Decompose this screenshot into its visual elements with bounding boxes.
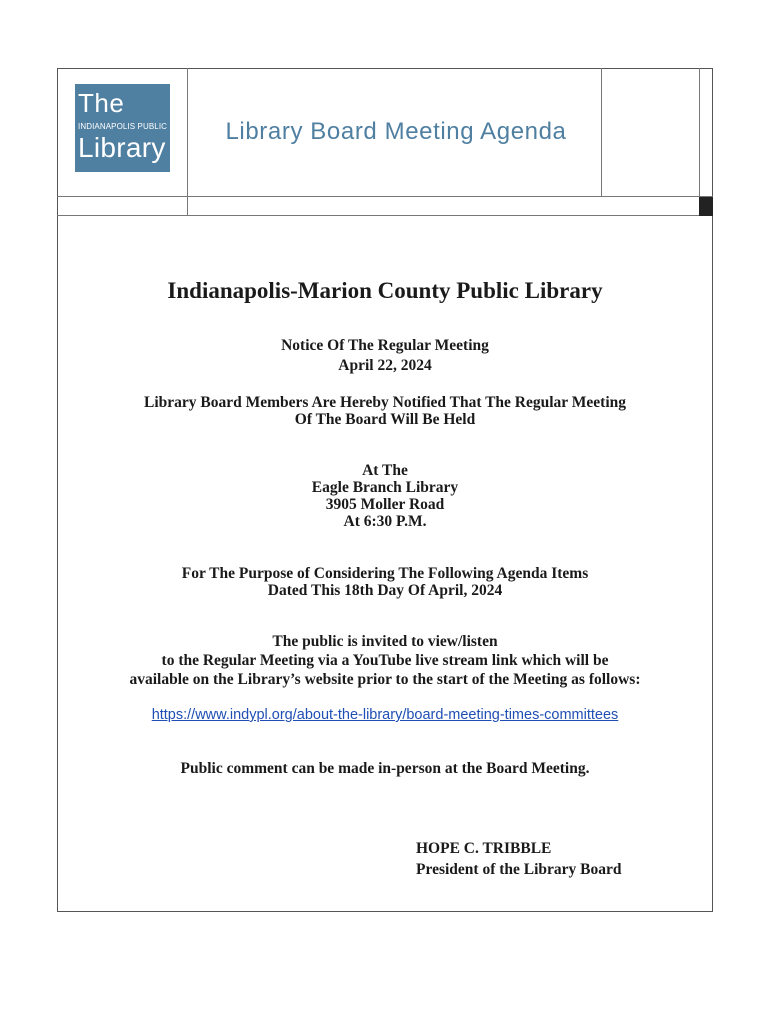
meeting-purpose	[58, 565, 712, 599]
frame-right-line	[712, 68, 713, 912]
logo-cell-divider	[187, 68, 188, 216]
logo-library: Library	[78, 132, 166, 163]
signature-block	[416, 838, 622, 880]
purpose-line: For The Purpose of Considering The Following Agenda Items	[181, 565, 589, 582]
location-branch: Eagle Branch Library	[311, 479, 459, 496]
notification-line: Library Board Members Are Hereby Notified That The Regular Meeting	[143, 394, 627, 411]
logo-subtitle: INDIANAPOLIS PUBLIC	[78, 122, 168, 131]
meeting-notice-line: Notice Of The Regular Meeting	[281, 337, 489, 354]
public-line: available on the Library’s website prior to the start of the Meeting as follows:	[129, 671, 641, 688]
location-address: 3905 Moller Road	[325, 496, 445, 513]
public-line: to the Regular Meeting via a YouTube live stream link which will be	[161, 652, 609, 669]
dated-line: Dated This 18th Day Of April, 2024	[267, 582, 503, 599]
notification-line: Of The Board Will Be Held	[294, 411, 476, 428]
board-notification	[58, 394, 712, 428]
meeting-time: At 6:30 P.M.	[343, 513, 427, 530]
header-corner-mark	[699, 197, 713, 216]
title-cell-divider	[601, 68, 602, 196]
frame-bottom-line	[57, 911, 713, 912]
header-bottom-line	[57, 215, 713, 216]
library-logo	[75, 84, 170, 172]
meeting-location	[58, 462, 712, 530]
board-meeting-link[interactable]: https://www.indypl.org/about-the-library/board-meeting-times-committees	[151, 707, 619, 723]
public-notice	[58, 632, 712, 689]
location-line: At The	[362, 462, 408, 479]
signatory-name: HOPE C. TRIBBLE	[416, 840, 552, 857]
header-divider-line	[57, 196, 713, 197]
logo-the: The	[78, 88, 125, 118]
frame-top-line	[57, 68, 713, 69]
meeting-notice	[58, 336, 712, 376]
meeting-date: April 22, 2024	[338, 357, 432, 374]
public-comment: Public comment can be made in-person at the Board Meeting.	[180, 760, 590, 777]
organization-title: Indianapolis-Marion County Public Library	[167, 278, 603, 303]
signatory-title: President of the Library Board	[416, 861, 622, 878]
public-line: The public is invited to view/listen	[272, 633, 498, 650]
right-cell-divider	[699, 68, 700, 198]
agenda-title: Library Board Meeting Agenda	[225, 118, 567, 145]
